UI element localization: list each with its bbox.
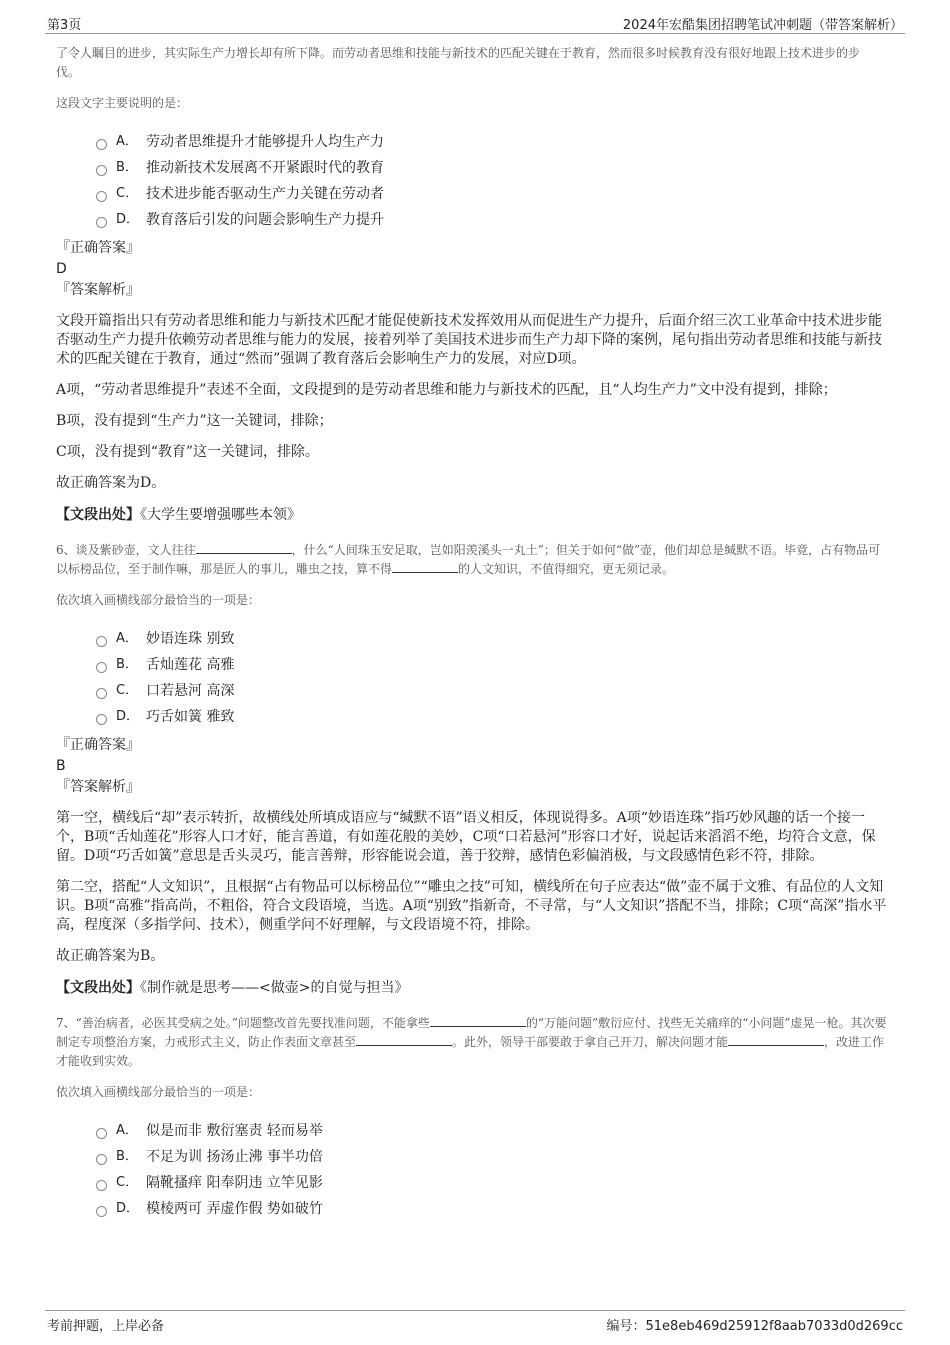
source-title: 《制作就是思考——<做壶>的自觉与担当》 (140, 980, 409, 996)
q5-passage: 了令人瞩目的进步，其实际生产力增长却有所下降。而劳动者思维和技能与新技术的匹配关键在于教育，然而很多时候教育没有很好地跟上技术进步的步伐。 (56, 46, 861, 79)
q6-analysis-p3: 故正确答案为B。 (56, 948, 165, 964)
radio-icon[interactable] (96, 139, 107, 150)
q5-answer-label: 『正确答案』 (56, 240, 140, 256)
q7-options (96, 1118, 892, 1222)
radio-icon[interactable] (96, 662, 107, 673)
q5-analysis-label: 『答案解析』 (56, 282, 140, 298)
q6-analysis-label: 『答案解析』 (56, 779, 140, 795)
source-title: 《大学生要增强哪些本领》 (140, 507, 301, 523)
q6-prompt: 依次填入画横线部分最恰当的一项是： (56, 593, 261, 607)
q5-analysis-p1: 文段开篇指出只有劳动者思维和能力与新技术匹配才能促使新技术发挥效用从而促进生产力提升，后面介绍三次工业革命中技术进步能否驱动生产力提升依赖劳动者思维与能力的发展，接着列举了美国技术进步而生产力却下降的案例，尾句指出劳动者思维和技能与新技术的匹配关键在于教育，通过“然而”强调了教育落后会影响生产力的发展，对应D项。 (56, 313, 882, 367)
q5-option-d[interactable]: D． 教育落后引发的问题会影响生产力提升 (96, 207, 892, 233)
q6-analysis-p2: 第二空，搭配“人文知识”，且根据“占有物品可以标榜品位”“雕虫之技”可知，横线所在句子应表达“做”壶不属于文雅、有品位的人文知识。B项“高雅”指高尚，不粗俗，符合文段语境，当选。A项“别致”指新奇，不寻常，与“人文知识”搭配不当，排除；C项“高深”指水平高，程度深（多指学问、技术），侧重学问不好理解，与文段语境不符，排除。 (56, 879, 887, 933)
q5-options (96, 129, 892, 233)
q6-answer: B (56, 758, 66, 774)
blank-line (196, 541, 292, 554)
radio-icon[interactable] (96, 688, 107, 699)
question-6 (56, 541, 892, 998)
q6-option-d[interactable]: D． 巧舌如簧 雅致 (96, 704, 892, 730)
q6-stem: 6、谈及紫砂壶，文人往往 ，什么“人间珠玉安足取，岂如阳羡溪头一丸土”；但关于如何“做”壶，他们却总是缄默不语。毕竟，占有物品可以标榜品位，至于制作嘛，那是匠人的事儿，雕虫之技，算不得 的人文知识，不值得细究，更无须记录。 (56, 543, 881, 576)
q7-option-c[interactable]: C． 隔靴搔痒 阳奉阴违 立竿见影 (96, 1170, 892, 1196)
question-7 (56, 1014, 892, 1222)
radio-icon[interactable] (96, 191, 107, 202)
radio-icon[interactable] (96, 165, 107, 176)
page-footer (45, 1310, 905, 1336)
blank-line (356, 1033, 452, 1046)
document-code: 编号：51e8eb469d25912f8aab7033d0d269cc (606, 1319, 903, 1334)
q6-source (56, 979, 892, 998)
question-5 (56, 44, 892, 525)
radio-icon[interactable] (96, 1154, 107, 1165)
blank-line (392, 560, 458, 573)
q5-answer: D (56, 261, 67, 277)
q5-analysis-p4: C项，没有提到“教育”这一关键词，排除。 (56, 444, 320, 460)
radio-icon[interactable] (96, 636, 107, 647)
q6-answer-label: 『正确答案』 (56, 737, 140, 753)
q5-analysis-p5: 故正确答案为D。 (56, 475, 166, 491)
q5-option-b[interactable]: B． 推动新技术发展离不开紧跟时代的教育 (96, 155, 892, 181)
q6-option-c[interactable]: C． 口若悬河 高深 (96, 678, 892, 704)
q7-option-a[interactable]: A． 似是而非 敷衍塞责 轻而易举 (96, 1118, 892, 1144)
radio-icon[interactable] (96, 714, 107, 725)
document-title: 2024年宏酷集团招聘笔试冲刺题（带答案解析） (622, 18, 903, 33)
radio-icon[interactable] (96, 1206, 107, 1217)
page-number: 第3页 (47, 18, 82, 33)
source-label: 【文段出处】 (56, 980, 140, 996)
q7-stem: 7、“善治病者，必医其受病之处。”问题整改首先要找准问题，不能拿些 的“万能问题”敷衍应付、找些无关痛痒的“小问题”虚晃一枪。其次要制定专项整治方案，力戒形式主义，防止作表面文章甚至 。此外，领导干部要敢于拿自己开刀，解决问题才能 ，改进工作才能收到实效。 (56, 1016, 887, 1068)
blank-line (728, 1033, 824, 1046)
page-header (45, 10, 905, 34)
q7-option-d[interactable]: D． 模棱两可 弄虚作假 势如破竹 (96, 1196, 892, 1222)
blank-line (430, 1014, 526, 1027)
radio-icon[interactable] (96, 1180, 107, 1191)
source-label: 【文段出处】 (56, 507, 140, 523)
q5-option-a[interactable]: A． 劳动者思维提升才能够提升人均生产力 (96, 129, 892, 155)
q7-prompt: 依次填入画横线部分最恰当的一项是： (56, 1085, 261, 1099)
q5-prompt: 这段文字主要说明的是： (56, 96, 189, 110)
radio-icon[interactable] (96, 217, 107, 228)
footer-slogan: 考前押题，上岸必备 (47, 1319, 165, 1334)
radio-icon[interactable] (96, 1128, 107, 1139)
q6-options (96, 626, 892, 730)
q5-analysis-p2: A项，“劳动者思维提升”表述不全面，文段提到的是劳动者思维和能力与新技术的匹配，且“人均生产力”文中没有提到，排除； (56, 382, 837, 398)
page-content (56, 44, 892, 1222)
q5-analysis-p3: B项，没有提到“生产力”这一关键词，排除； (56, 413, 333, 429)
q6-option-a[interactable]: A． 妙语连珠 别致 (96, 626, 892, 652)
q5-option-c[interactable]: C． 技术进步能否驱动生产力关键在劳动者 (96, 181, 892, 207)
q7-option-b[interactable]: B． 不足为训 扬汤止沸 事半功倍 (96, 1144, 892, 1170)
q6-option-b[interactable]: B． 舌灿莲花 高雅 (96, 652, 892, 678)
q5-source (56, 506, 892, 525)
q6-analysis-p1: 第一空，横线后“却”表示转折，故横线处所填成语应与“缄默不语”语义相反，体现说得多。A项“妙语连珠”指巧妙风趣的话一个接一个，B项“舌灿莲花”形容人口才好，能言善道，有如莲花般的美妙，C项“口若悬河”形容口才好，说起话来滔滔不绝，均符合文意，保留。D项“巧舌如簧”意思是舌头灵巧，能言善辩，形容能说会道，善于狡辩，感情色彩偏消极，与文段感情色彩不符，排除。 (56, 810, 876, 864)
